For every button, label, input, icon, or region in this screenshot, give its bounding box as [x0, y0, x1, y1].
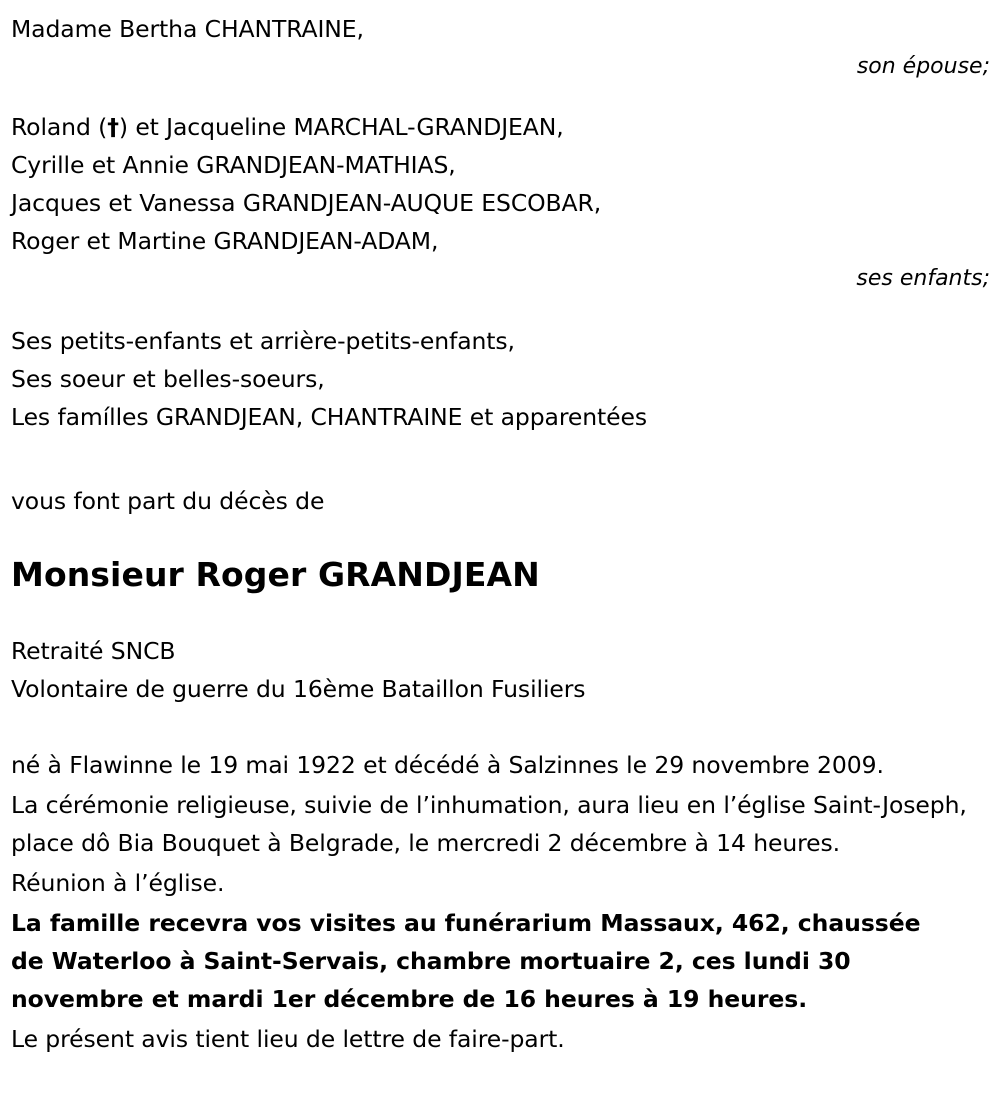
spacer-after-name — [11, 596, 990, 632]
child-name-prefix: Roland ( — [11, 113, 108, 141]
spacer-before-intro — [11, 436, 990, 482]
child-row-jacques: Jacques et Vanessa GRANDJEAN-AUQUE ESCOBAR, — [11, 189, 602, 217]
visiting-hours: La famille recevra vos visites au funérarium Massaux, 462, chaussée de Waterloo à Saint-Servais, chambre mortuaire 2, ces lundi 30 novembre et mardi 1er décembre de 16 heures à 19 heures. — [11, 909, 921, 1013]
child-row-roger: Roger et Martine GRANDJEAN-ADAM, — [11, 227, 439, 255]
spouse-name: Madame Bertha CHANTRAINE, — [11, 15, 364, 43]
deceased-name: Monsieur Roger GRANDJEAN — [11, 555, 540, 594]
spacer-after-spouse — [11, 86, 990, 108]
spouse-relation-row — [11, 48, 990, 86]
ceremony-details: La cérémonie religieuse, suivie de l’inhumation, aura lieu en l’église Saint-Joseph, place dô Bia Bouquet à Belgrade, le mercredi 2 décembre à 14 heures. — [11, 791, 967, 857]
spacer-after-children — [11, 298, 990, 322]
spacer-before-name — [11, 520, 990, 554]
relatives-families: Les famílles GRANDJEAN, CHANTRAINE et apparentées — [11, 403, 648, 431]
deceased-title-retired: Retraité SNCB — [11, 637, 176, 665]
dagger-icon: † — [107, 113, 119, 141]
children-relation-label: ses enfants; — [856, 266, 990, 291]
children-relation-row — [11, 260, 990, 298]
closing-note: Le présent avis tient lieu de lettre de faire-part. — [11, 1025, 565, 1053]
gathering-details: Réunion à l’église. — [11, 869, 225, 897]
child-name-suffix: ) et Jacqueline MARCHAL-GRANDJEAN, — [118, 113, 564, 141]
spouse-relation-label: son épouse; — [856, 54, 990, 79]
spouse-row — [11, 10, 990, 48]
child-row-roland — [11, 108, 990, 146]
spacer-before-dates — [11, 708, 990, 746]
relatives-grandchildren: Ses petits-enfants et arrière-petits-enfants, — [11, 327, 515, 355]
announcement-intro: vous font part du décès de — [11, 487, 325, 515]
birth-death-dates: né à Flawinne le 19 mai 1922 et décédé à Salzinnes le 29 novembre 2009. — [11, 751, 884, 779]
relatives-sisters: Ses soeur et belles-soeurs, — [11, 365, 325, 393]
child-row-cyrille: Cyrille et Annie GRANDJEAN-MATHIAS, — [11, 151, 456, 179]
deceased-title-volunteer: Volontaire de guerre du 16ème Bataillon Fusiliers — [11, 675, 586, 703]
